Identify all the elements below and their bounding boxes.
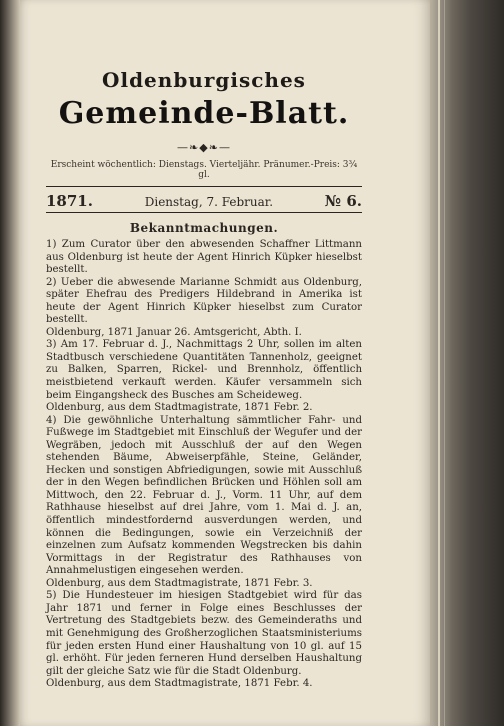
signoff-1: Oldenburg, 1871 Januar 26. Amtsgericht, Abth. I.	[46, 326, 302, 338]
announcement-4: 4) Die gewöhnliche Unterhaltung sämmtlicher Fahr- und Fußwege im Stadtgebiet mit Einschluß der Wegufer und der Wegräben, jedoch mit Ausschluß der auf den Wegen stehenden Bäume, Abweiserpfähle, Steine, Geländer, Hecken und sonstigen Abfriedigungen, sowie mit Ausschluß der in den Wegen befindlichen Brücken und Höhlen soll am Mittwoch, den 22. Februar d. J., Vorm. 11 Uhr, auf dem Rathhause hieselbst auf drei Jahre, vom 1. Mai d. J. an, öffentlich mindestfordernd ausverdungen werden, und können die Bedingungen, sowie ein Verzeichniß der einzelnen zum Aufsatz kommenden Wegstrecken bis dahin Vormittags in der Registratur des Rathhauses von Annahmelustigen eingesehen werden.	[46, 414, 362, 577]
page-content	[46, 68, 362, 691]
masthead-line-2: Gemeinde-Blatt.	[58, 96, 350, 131]
announcement-5: 5) Die Hundesteuer im hiesigen Stadtgebiet wird für das Jahr 1871 und ferner in Folge eines Beschlusses der Vertretung des Stadtgebiets bezw. des Gemeinderaths und mit Genehmigung des Großherzoglichen Staatsministeriums für jeden ersten Hund einer Haushaltung von 10 gl. auf 15 gl. erhöht. Für jeden ferneren Hund derselben Haushaltung gilt der gleiche Satz wie für die Stadt Oldenburg.	[46, 590, 362, 677]
masthead-line-1: Oldenburgisches	[102, 68, 306, 92]
signoff-3: Oldenburg, aus dem Stadtmagistrate, 1871 Febr. 3.	[46, 577, 313, 589]
announcement-1: 1) Zum Curator über den abwesenden Schaffner Littmann aus Oldenburg ist heute der Agent Hinrich Küpker hieselbst bestellt.	[46, 239, 362, 276]
dateline	[46, 192, 362, 210]
announcements-body	[46, 239, 362, 691]
section-heading: Bekanntmachungen.	[129, 221, 279, 235]
bottom-rule	[46, 212, 362, 213]
issue-year: 1871.	[46, 192, 93, 210]
signoff-2: Oldenburg, aus dem Stadtmagistrate, 1871 Febr. 2.	[46, 402, 313, 414]
newspaper-page	[20, 0, 430, 726]
issue-info: Erscheint wöchentlich: Dienstags. Vierteljähr. Pränumer.-Preis: 3¾ gl.	[50, 160, 358, 180]
issue-date: Dienstag, 7. Februar.	[144, 195, 274, 209]
announcement-3: 3) Am 17. Februar d. J., Nachmittags 2 Uhr, sollen im alten Stadtbusch verschiedene Quantitäten Tannenholz, geeignet zu Balken, Sparren, Rickel- und Brennholz, öffentlich meistbietend verkauft werden. Käufer versammeln sich beim Eingangsheck des Busches am Scheideweg.	[46, 339, 362, 401]
issue-number: № 6.	[324, 192, 362, 210]
book-edge-right	[430, 0, 504, 726]
top-rule	[46, 186, 362, 187]
book-spine-left	[0, 0, 20, 726]
signoff-4: Oldenburg, aus dem Stadtmagistrate, 1871 Febr. 4.	[46, 678, 313, 690]
ornament-divider: —❧◆❧—	[177, 141, 231, 154]
announcement-2: 2) Ueber die abwesende Marianne Schmidt aus Oldenburg, später Ehefrau des Predigers Hildebrand in Amerika ist heute der Agent Hinrich Küpker hieselbst zum Curator bestellt.	[46, 276, 362, 326]
